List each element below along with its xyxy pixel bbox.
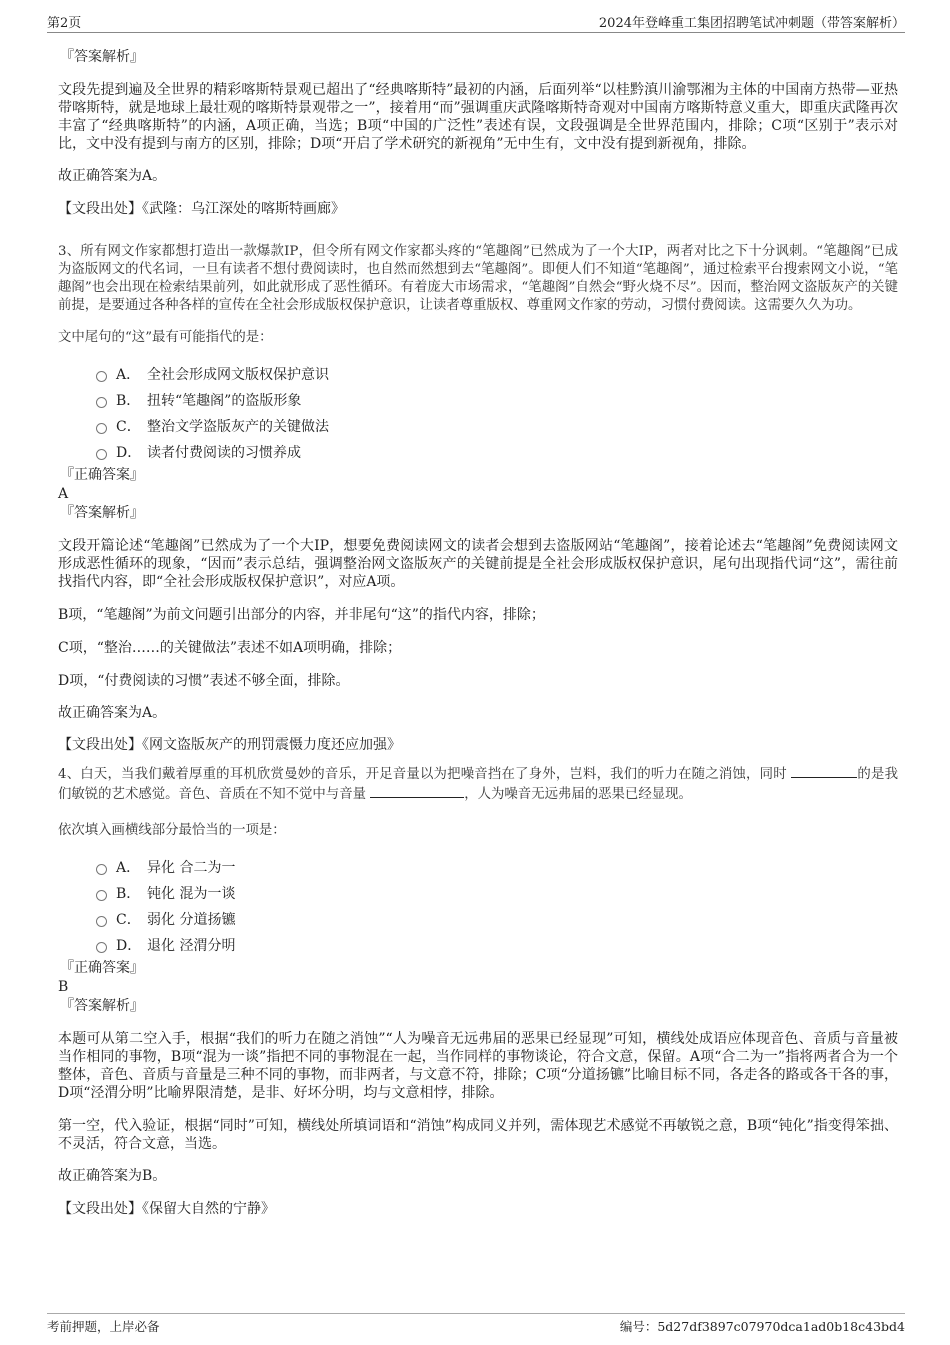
option-list [58,854,898,958]
source-title: 《保留大自然的宁静》 [142,1201,275,1217]
document-title: 2024年登峰重工集团招聘笔试冲刺题（带答案解析） [598,16,905,31]
source-title: 《武隆：乌江深处的喀斯特画廊》 [142,201,345,217]
source-line [58,1199,898,1219]
answer-label: 『正确答案』 [60,467,144,483]
question-prompt: 文中尾句的“这”最有可能指代的是： [58,330,273,345]
question-prompt: 依次填入画横线部分最恰当的一项是： [58,823,286,838]
option-text: 整治文学盗版灰产的关键做法 [147,419,329,435]
analysis-text: D项，“付费阅读的习惯”表述不够全面，排除。 [58,673,350,689]
page-header [47,12,905,33]
source-title: 《网文盗版灰产的刑罚震慑力度还应加强》 [142,737,401,753]
radio-icon[interactable] [96,423,107,434]
option-b[interactable] [96,387,898,413]
analysis-text: B项，“笔趣阁”为前文问题引出部分的内容，并非尾句“这”的指代内容，排除； [58,607,545,623]
radio-icon[interactable] [96,916,107,927]
analysis-text: 文段开篇论述“笔趣阁”已然成为了一个大IP，想要免费阅读网文的读者会想到去盗版网站“笔趣阁”，接着论述去“笔趣阁”免费阅读网文形成恶性循环的现象，“因而”表示总结，强调整治网文盗版灰产的关键前提是全社会形成版权保护意识，尾句出现指代词“这”，需往前找指代内容，即“全社会形成版权保护意识”，对应A项。 [58,538,898,590]
radio-icon[interactable] [96,942,107,953]
option-text: 全社会形成网文版权保护意识 [147,367,329,383]
option-b[interactable] [96,880,898,906]
fill-blank-2[interactable] [370,786,464,798]
analysis-label: 『答案解析』 [60,505,144,521]
source-line [58,199,898,219]
answer-label: 『正确答案』 [60,960,144,976]
analysis-label: 『答案解析』 [60,998,144,1014]
option-d[interactable] [96,439,898,465]
analysis-text: 文段先提到遍及全世界的精彩喀斯特景观已超出了“经典喀斯特”最初的内涵，后面列举“以桂黔滇川渝鄂湘为主体的中国南方热带—亚热带喀斯特，就是地球上最壮观的喀斯特景观带之一”，接着用“而”强调重庆武隆喀斯特奇观对中国南方喀斯特意义重大，即重庆武隆再次丰富了“经典喀斯特”的内涵，A项正确，当选；B项“中国的广泛性”表述有误，文段强调是全世界范围内，排除；C项“区别于”表示对比，文中没有提到与南方的区别，排除；D项“开启了学术研究的新视角”无中生有，文中没有提到新视角，排除。 [58,82,898,152]
conclusion: 故正确答案为B。 [58,1168,167,1184]
option-key: C． [116,419,141,435]
option-text: 退化 泾渭分明 [147,938,236,954]
option-list [58,361,898,465]
option-text: 钝化 混为一谈 [147,886,236,902]
option-key: A． [116,860,141,876]
option-key: D． [116,445,142,461]
source-label: 【文段出处】 [58,737,142,753]
page-footer [47,1313,905,1334]
conclusion: 故正确答案为A。 [58,168,167,184]
source-label: 【文段出处】 [58,1201,142,1217]
analysis-text: C项，“整治……的关键做法”表述不如A项明确，排除； [58,640,402,656]
question-stem: 3、所有网文作家都想打造出一款爆款IP，但令所有网文作家都头疼的“笔趣阁”已然成为了一个大IP，两者对比之下十分讽刺。“笔趣阁”已成为盗版网文的代名词，一旦有读者不想付费阅读时，也自然而然想到去“笔趣阁”。即便人们不知道“笔趣阁”，通过检索平台搜索网文小说，“笔趣阁”也会出现在检索结果前列，如此就形成了恶性循环。有着庞大市场需求，“笔趣阁”自然会“野火烧不尽”。因而，整治网文盗版灰产的关键前提，是要通过各种各样的宣传在全社会形成版权保护意识，让读者尊重版权、尊重网文作家的劳动，习惯付费阅读。这需要久久为功。 [58,244,898,313]
question-stem: 4、白天，当我们戴着厚重的耳机欣赏曼妙的音乐，开足音量以为把噪音挡在了身外，岂料，我们的听力在随之消蚀，同时 的是我们敏锐的艺术感觉。音色、音质在不知不觉中与音量 ，人为噪音无远弗届的恶果已经显现。 [58,767,898,802]
source-label: 【文段出处】 [58,201,142,217]
analysis-text: 第一空，代入验证，根据“同时”可知，横线处所填词语和“消蚀”构成同义并列，需体现艺术感觉不再敏锐之意，B项“钝化”指变得笨拙、不灵活，符合文意，当选。 [58,1118,898,1152]
page-number: 第2页 [47,16,82,31]
answer-value: B [58,979,69,995]
option-key: A． [116,367,141,383]
option-a[interactable] [96,361,898,387]
radio-icon[interactable] [96,397,107,408]
option-d[interactable] [96,932,898,958]
option-key: C． [116,912,141,928]
fill-blank-1[interactable] [791,766,857,778]
radio-icon[interactable] [96,371,107,382]
answer-value: A [58,486,69,502]
option-text: 异化 合二为一 [147,860,236,876]
source-line [58,735,898,755]
option-key: B． [116,886,141,902]
analysis-label: 『答案解析』 [60,49,144,65]
document-id: 编号：5d27df3897c07970dca1ad0b18c43bd4 [619,1319,905,1334]
radio-icon[interactable] [96,864,107,875]
option-c[interactable] [96,906,898,932]
option-key: D． [116,938,142,954]
option-text: 弱化 分道扬镳 [147,912,236,928]
option-text: 扭转“笔趣阁”的盗版形象 [147,393,302,409]
conclusion: 故正确答案为A。 [58,705,167,721]
option-key: B． [116,393,141,409]
footer-slogan: 考前押题，上岸必备 [47,1319,160,1334]
radio-icon[interactable] [96,449,107,460]
option-a[interactable] [96,854,898,880]
analysis-text: 本题可从第二空入手，根据“我们的听力在随之消蚀”“人为噪音无远弗届的恶果已经显现”可知，横线处成语应体现音色、音质与音量被当作相同的事物，B项“混为一谈”指把不同的事物混在一起，当作同样的事物谈论，符合文意，保留。A项“合二为一”指将两者合为一个整体，音色、音质与音量是三种不同的事物，而非两者，与文意不符，排除；C项“分道扬镳”比喻目标不同，各走各的路或各干各的事，D项“泾渭分明”比喻界限清楚，是非、好坏分明，均与文意相悖，排除。 [58,1031,898,1101]
radio-icon[interactable] [96,890,107,901]
main-content [58,45,898,1219]
option-text: 读者付费阅读的习惯养成 [147,445,301,461]
option-c[interactable] [96,413,898,439]
